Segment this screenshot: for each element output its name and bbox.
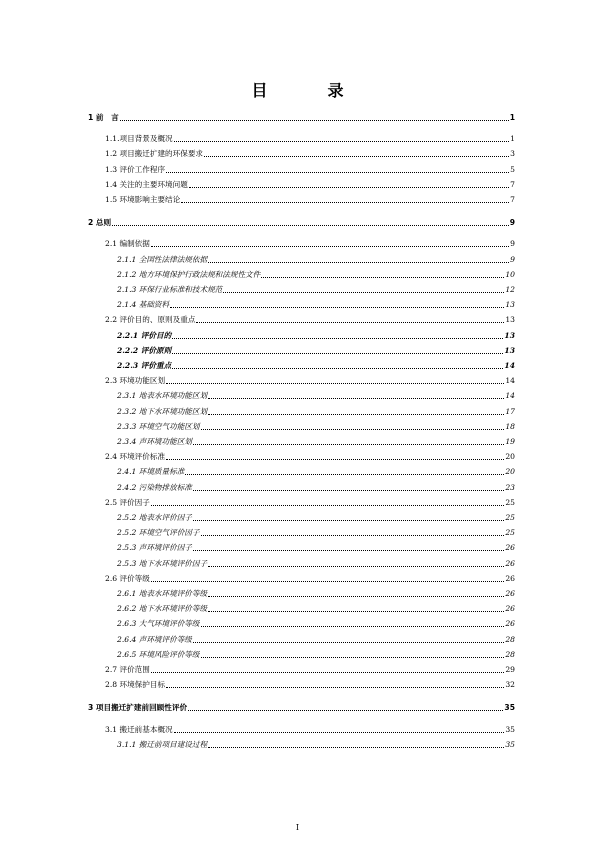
toc-subsection-entry[interactable] [117,345,515,357]
toc-section-entry[interactable] [105,314,515,326]
toc-entry-label: 3.1 搬迁前基本概况 [105,724,173,734]
toc-entry-page: 5 [510,164,515,174]
toc-leader-dots [208,610,504,612]
toc-subsection-entry[interactable] [117,558,515,570]
toc-entry-label: 1.3 评价工作程序 [105,164,166,174]
toc-entry-page: 9 [509,218,515,228]
toc-section-entry[interactable] [105,179,515,191]
toc-leader-dots [196,321,504,323]
toc-entry-label: 2.1.2 地方环境保护行政法规和法规性文件 [117,269,261,279]
toc-leader-dots [166,171,509,173]
toc-entry-page: 29 [505,665,515,674]
toc-leader-dots [151,671,504,673]
toc-section-entry[interactable] [105,679,515,691]
toc-subsection-entry[interactable] [117,618,515,630]
toc-entry-label: 2 总则 [88,218,112,228]
toc-entry-page: 13 [505,315,515,325]
toc-entry-page: 1 [510,134,515,144]
toc-entry-page: 26 [505,604,515,614]
toc-entry-page: 14 [504,361,515,370]
toc-entry-page: 13 [504,330,515,340]
toc-entry-page: 35 [504,703,515,713]
toc-subsection-entry[interactable] [117,421,515,433]
toc-leader-dots [208,413,504,415]
toc-leader-dots [193,489,504,491]
toc-section-entry[interactable] [105,573,515,585]
toc-leader-dots [151,245,509,247]
toc-entry-label: 1.5 环境影响主要结论 [105,195,181,204]
toc-leader-dots [208,565,504,567]
toc-entry-page: 18 [505,421,515,431]
toc-leader-dots [151,580,504,582]
toc-leader-dots [204,155,509,157]
toc-subsection-entry[interactable] [117,284,515,296]
toc-entry-label: 2.3.2 地下水环境功能区划 [117,406,208,416]
toc-subsection-entry[interactable] [117,299,515,311]
toc-leader-dots [188,709,503,711]
toc-entry-page: 10 [505,269,515,279]
toc-entry-page: 26 [505,573,515,583]
toc-entry-page: 28 [505,634,515,644]
toc-leader-dots [261,276,504,278]
toc-entry-label: 1.4 关注的主要环境问题 [105,179,188,189]
toc-entry-label: 2.2 评价目的、原则及重点 [105,315,196,325]
toc-chapter-entry[interactable] [88,217,515,229]
toc-section-entry[interactable] [105,664,515,676]
toc-entry-label: 2.6.2 地下水环境评价等级 [117,604,208,614]
toc-leader-dots [193,519,504,521]
toc-entry-label: 2.3.4 声环境功能区划 [117,437,192,446]
toc-entry-page: 12 [505,285,515,294]
toc-entry-page: 26 [505,558,515,568]
toc-entry-label: 2.6.5 环境风险评价等级 [117,649,200,659]
toc-entry-label: 2.7 评价范围 [105,665,150,674]
toc-entry-label: 2.4.2 污染物排放标准 [117,482,192,492]
toc-leader-dots [208,746,504,748]
toc-entry-page: 26 [505,543,515,553]
toc-entry-label: 2.6.1 地表水环境评价等级 [117,589,208,598]
page-title: 目 录 [251,81,366,100]
toc-entry-page: 25 [505,513,515,522]
toc-leader-dots [208,261,509,263]
toc-subsection-entry[interactable] [117,466,515,478]
toc-leader-dots [112,224,509,226]
toc-entry-label: 2.6.3 大气环境评价等级 [117,619,200,629]
toc-entry-label: 2.2.1 评价目的 [117,330,172,340]
toc-entry-page: 26 [505,619,515,629]
toc-entry-page: 1 [509,113,515,122]
toc-subsection-entry[interactable] [117,330,515,342]
toc-leader-dots [170,306,504,308]
toc-entry-page: 7 [510,179,515,189]
toc-subsection-entry[interactable] [117,739,515,751]
toc-leader-dots [223,291,504,293]
toc-entry-page: 28 [505,649,515,659]
toc-section-entry[interactable] [105,238,515,250]
toc-subsection-entry[interactable] [117,482,515,494]
toc-entry-page: 17 [505,406,515,416]
toc-subsection-entry[interactable] [117,406,515,418]
toc-subsection-entry[interactable] [117,512,515,524]
toc-entry-label: 1.2 项目搬迁扩建的环保要求 [105,149,204,159]
toc-subsection-entry[interactable] [117,436,515,448]
toc-leader-dots [201,534,505,536]
toc-entry-page: 13 [505,300,515,310]
toc-entry-label: 2.3 环境功能区划 [105,376,166,386]
toc-leader-dots [201,656,505,658]
toc-leader-dots [172,367,503,369]
toc-entry-page: 19 [505,437,515,446]
toc-entry-label: 2.5 评价因子 [105,497,150,507]
toc-entry-page: 26 [505,589,515,598]
toc-subsection-entry[interactable] [117,634,515,646]
toc-entry-page: 13 [504,345,515,355]
toc-entry-label: 2.1.4 基础资料 [117,300,170,310]
toc-entry-page: 20 [505,452,515,462]
toc-section-entry[interactable] [105,375,515,387]
toc-entry-page: 3 [510,149,515,159]
toc-entry-label: 2.8 环境保护目标 [105,680,166,690]
toc-entry-page: 32 [505,680,515,690]
toc-entry-page: 14 [505,391,515,401]
toc-entry-page: 9 [510,254,515,264]
toc-entry-label: 3.1.1 搬迁前项目建设过程 [117,739,208,749]
toc-entry-label: 2.4.1 环境质量标准 [117,467,185,477]
toc-leader-dots [208,397,504,399]
page-number: I [295,823,300,832]
toc-entry-label: 2.5.3 声环境评价因子 [117,543,192,553]
toc-subsection-entry[interactable] [117,360,515,372]
toc-entry-page: 25 [505,528,515,538]
toc-entry-label: 2.5.2 地表水评价因子 [117,513,192,522]
toc-leader-dots [166,686,504,688]
toc-leader-dots [166,458,504,460]
toc-entry-label: 2.3.1 地表水环境功能区划 [117,391,208,401]
toc-entry-page: 7 [510,195,515,204]
toc-entry-label: 2.2.2 评价原则 [117,345,172,355]
toc-chapter-entry[interactable] [88,702,515,714]
toc-subsection-entry[interactable] [117,269,515,281]
toc-leader-dots [174,731,505,733]
toc-leader-dots [166,382,504,384]
toc-leader-dots [151,504,504,506]
toc-subsection-entry[interactable] [117,588,515,600]
toc-entry-page: 25 [505,497,515,507]
toc-leader-dots [185,473,504,475]
toc-section-entry[interactable] [105,164,515,176]
toc-entry-label: 1 前 言 [88,113,119,122]
toc-leader-dots [208,595,504,597]
toc-entry-page: 23 [505,482,515,492]
toc-subsection-entry[interactable] [117,649,515,661]
toc-section-entry[interactable] [105,194,515,206]
toc-entry-page: 14 [505,376,515,386]
toc-subsection-entry[interactable] [117,527,515,539]
toc-leader-dots [120,119,509,121]
toc-leader-dots [174,140,510,142]
toc-section-entry[interactable] [105,451,515,463]
toc-leader-dots [193,443,504,445]
toc-entry-label: 2.1.3 环保行业标准和技术规范 [117,285,223,294]
toc-section-entry[interactable] [105,148,515,160]
toc-subsection-entry[interactable] [117,254,515,266]
toc-entry-page: 35 [505,724,515,734]
toc-section-entry[interactable] [105,724,515,736]
toc-entry-label: 2.3.3 环境空气功能区划 [117,421,200,431]
toc-entry-page: 20 [505,467,515,477]
toc-entry-label: 2.4 环境评价标准 [105,452,166,462]
toc-entry-label: 2.2.3 评价重点 [117,361,172,370]
toc-entry-label: 2.6.4 声环境评价等级 [117,634,192,644]
toc-subsection-entry[interactable] [117,603,515,615]
toc-entry-label: 1.1.项目背景及概况 [105,134,173,144]
toc-entry-page: 9 [510,239,515,249]
toc-entry-page: 35 [505,739,515,749]
toc-leader-dots [181,201,509,203]
toc-leader-dots [201,625,505,627]
toc-section-entry[interactable] [105,133,515,145]
toc-subsection-entry[interactable] [117,542,515,554]
toc-leader-dots [189,186,509,188]
toc-entry-label: 2.5.2 环境空气评价因子 [117,528,200,538]
toc-section-entry[interactable] [105,497,515,509]
toc-entry-label: 2.6 评价等级 [105,573,150,583]
toc-subsection-entry[interactable] [117,390,515,402]
toc-entry-label: 2.1 编制依据 [105,239,150,249]
toc-leader-dots [201,428,505,430]
toc-entry-label: 3 项目搬迁扩建前回顾性评价 [88,703,188,713]
toc-leader-dots [193,549,504,551]
toc-entry-label: 2.1.1 全国性法律法规依据 [117,254,208,264]
toc-leader-dots [193,641,504,643]
toc-leader-dots [172,352,503,354]
toc-chapter-entry[interactable] [88,112,515,124]
toc-leader-dots [172,337,503,339]
toc-entry-label: 2.5.3 地下水环境评价因子 [117,558,208,568]
